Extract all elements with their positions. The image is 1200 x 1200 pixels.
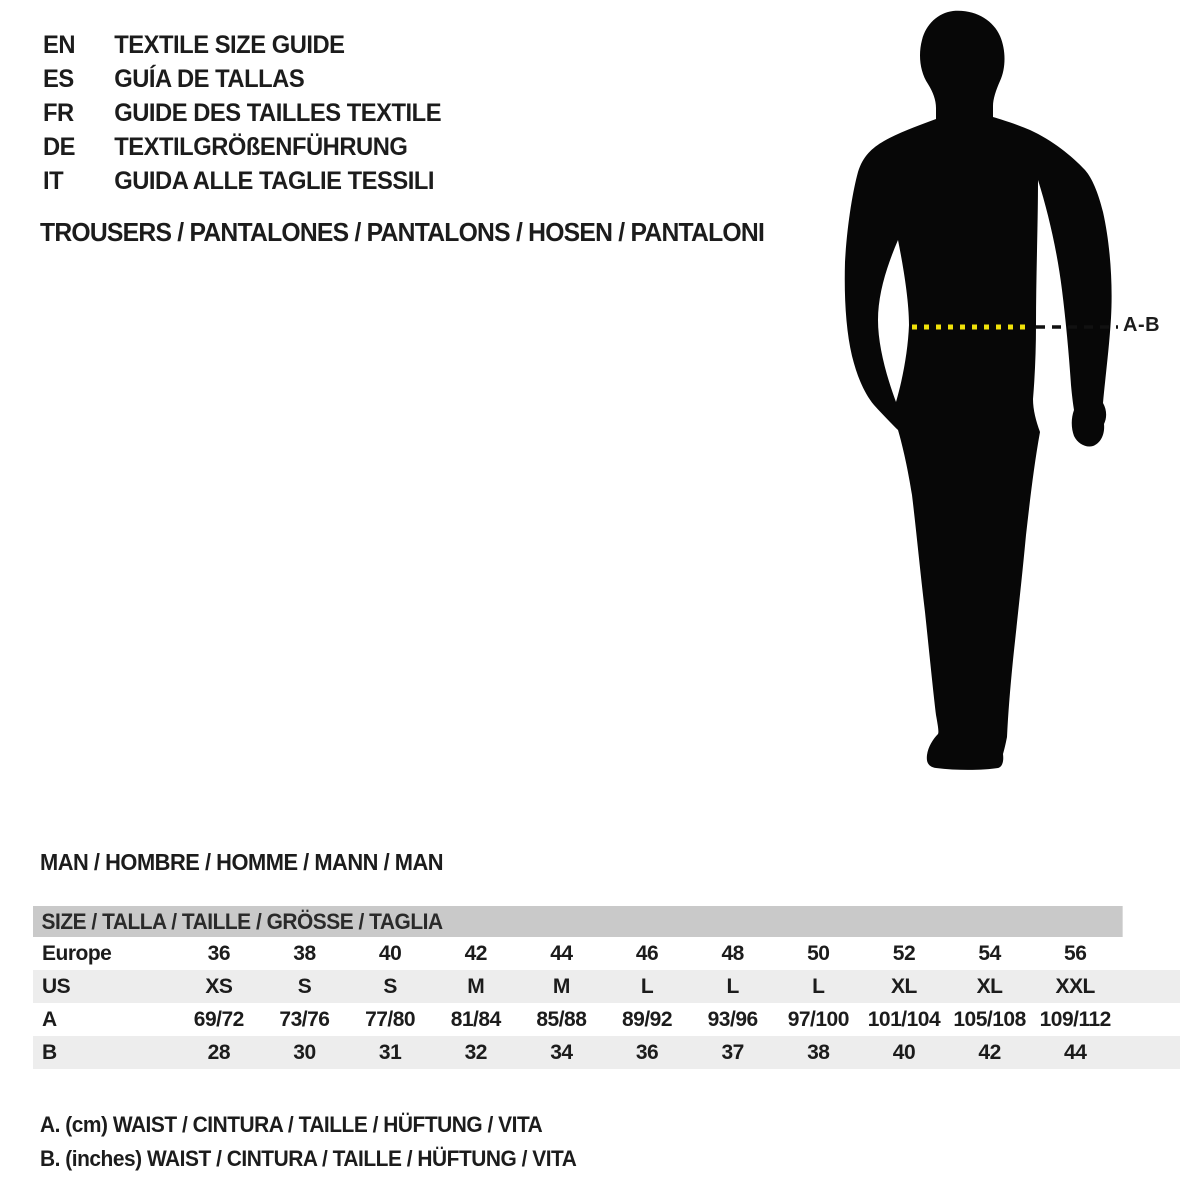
- measurement-notes: [40, 1108, 605, 1176]
- row-label: US: [42, 975, 71, 998]
- size-cell: 40: [892, 1041, 916, 1064]
- row-label: B: [42, 1041, 57, 1064]
- size-cell: 56: [1064, 942, 1087, 965]
- size-cell: 36: [635, 1041, 659, 1064]
- size-cell: 93/96: [707, 1008, 758, 1031]
- row-label: A: [42, 1008, 57, 1031]
- size-cell: 105/108: [953, 1008, 1026, 1031]
- size-cell: 36: [207, 942, 230, 965]
- size-cell: XXL: [1055, 975, 1095, 998]
- size-cell: 38: [807, 1041, 830, 1064]
- size-cell: M: [552, 975, 570, 998]
- size-cell: 77/80: [365, 1008, 416, 1031]
- language-title: GUÍA DE TALLAS: [114, 65, 305, 93]
- language-code: FR: [43, 99, 74, 127]
- measure-label: A-B: [1123, 314, 1161, 336]
- size-cell: XL: [976, 975, 1003, 998]
- size-cell: 42: [978, 1041, 1001, 1064]
- row-label: Europe: [42, 942, 112, 965]
- size-cell: 38: [293, 942, 316, 965]
- size-cell: 81/84: [450, 1008, 501, 1031]
- table-row-us: [33, 970, 1180, 1003]
- table-spacer: [1118, 1036, 1180, 1069]
- table-row-europe: [33, 937, 1180, 970]
- table-spacer: [1118, 970, 1180, 1003]
- size-table-header: SIZE / TALLA / TAILLE / GRÖSSE / TAGLIA: [33, 906, 1123, 937]
- language-code: IT: [43, 167, 64, 195]
- table-spacer: [1118, 1003, 1180, 1036]
- size-cell: XS: [205, 975, 233, 998]
- size-cell: L: [640, 975, 654, 998]
- size-cell: 44: [1064, 1041, 1087, 1064]
- size-cell: 69/72: [193, 1008, 244, 1031]
- size-cell: S: [383, 975, 397, 998]
- category-heading: TROUSERS / PANTALONES / PANTALONS / HOSEN / PANTALONI: [40, 217, 765, 247]
- note-b-inches: B. (inches) WAIST / CINTURA / TAILLE / HÜFTUNG / VITA: [40, 1146, 577, 1171]
- size-cell: 48: [721, 942, 744, 965]
- language-code: EN: [43, 31, 76, 59]
- size-cell: 73/76: [279, 1008, 330, 1031]
- size-cell: 30: [293, 1041, 316, 1064]
- size-cell: 50: [807, 942, 830, 965]
- size-cell: L: [812, 975, 825, 998]
- table-row-b-inches: [33, 1036, 1180, 1069]
- size-cell: 37: [721, 1041, 744, 1064]
- size-table: [33, 906, 1180, 1069]
- size-cell: 46: [635, 942, 659, 965]
- language-code: DE: [43, 133, 76, 161]
- table-spacer: [1118, 937, 1180, 970]
- size-cell: XL: [891, 975, 917, 998]
- size-cell: 34: [550, 1041, 573, 1064]
- language-title: TEXTILE SIZE GUIDE: [114, 31, 345, 59]
- language-title: TEXTILGRÖßENFÜHRUNG: [114, 133, 408, 161]
- language-title: GUIDE DES TAILLES TEXTILE: [114, 99, 442, 127]
- note-a-cm: A. (cm) WAIST / CINTURA / TAILLE / HÜFTUNG / VITA: [40, 1112, 543, 1137]
- size-cell: 54: [978, 942, 1001, 965]
- man-silhouette: [845, 11, 1112, 770]
- table-row-a-cm: [33, 1003, 1180, 1036]
- size-cell: 109/112: [1039, 1008, 1111, 1031]
- size-cell: 42: [464, 942, 487, 965]
- section-heading-man: MAN / HOMBRE / HOMME / MANN / MAN: [40, 849, 444, 875]
- size-cell: 31: [378, 1041, 402, 1064]
- size-cell: 101/104: [867, 1008, 941, 1031]
- size-cell: 97/100: [787, 1008, 849, 1031]
- size-cell: 85/88: [536, 1008, 587, 1031]
- size-cell: M: [467, 975, 485, 998]
- size-cell: S: [297, 975, 312, 998]
- language-title: GUIDA ALLE TAGLIE TESSILI: [114, 167, 434, 195]
- size-cell: 52: [892, 942, 916, 965]
- language-code: ES: [43, 65, 74, 93]
- size-cell: 40: [378, 942, 402, 965]
- size-cell: 32: [464, 1041, 487, 1064]
- size-cell: 28: [207, 1041, 230, 1064]
- size-cell: 89/92: [621, 1008, 673, 1031]
- size-cell: L: [726, 975, 739, 998]
- size-cell: 44: [550, 942, 573, 965]
